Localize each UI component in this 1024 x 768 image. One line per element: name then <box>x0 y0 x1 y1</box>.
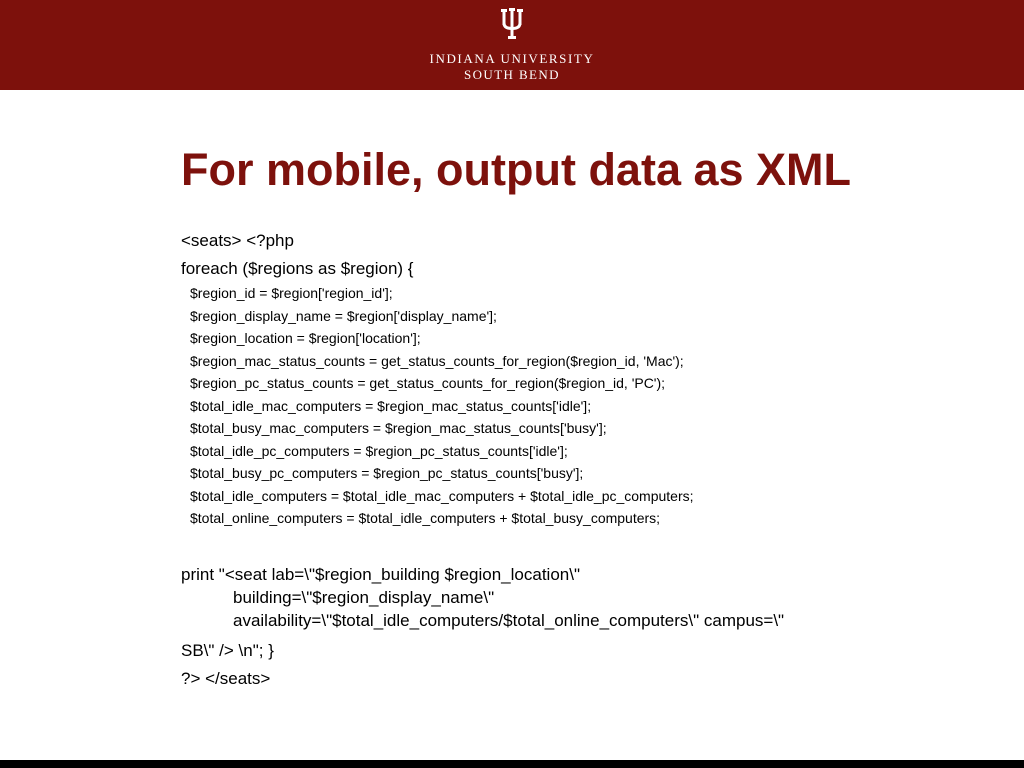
code-line: $region_id = $region['region_id']; <box>190 285 393 301</box>
code-line: $region_location = $region['location']; <box>190 330 421 346</box>
code-line: building=\"$region_display_name\" <box>233 588 495 607</box>
code-line: $region_display_name = $region['display_name']; <box>190 308 497 324</box>
footer-bar <box>0 760 1024 768</box>
code-line: $total_busy_pc_computers = $region_pc_status_counts['busy']; <box>190 465 584 481</box>
campus-name: SOUTH BEND <box>464 67 560 82</box>
code-line: $region_pc_status_counts = get_status_counts_for_region($region_id, 'PC'); <box>190 375 666 391</box>
code-line: $total_online_computers = $total_idle_computers + $total_busy_computers; <box>190 510 661 526</box>
code-line: <seats> <?php <box>181 231 294 250</box>
code-line: $total_idle_computers = $total_idle_mac_computers + $total_idle_pc_computers; <box>190 488 694 504</box>
code-line: $total_idle_mac_computers = $region_mac_status_counts['idle']; <box>190 398 592 414</box>
code-line: $total_idle_pc_computers = $region_pc_status_counts['idle']; <box>190 443 568 459</box>
code-line: foreach ($regions as $region) { <box>181 259 414 278</box>
trident-icon <box>498 8 526 40</box>
code-line: print "<seat lab=\"$region_building $region_location\" <box>181 565 580 584</box>
slide-title: For mobile, output data as XML <box>181 144 852 195</box>
code-line: $region_mac_status_counts = get_status_counts_for_region($region_id, 'Mac'); <box>190 353 684 369</box>
code-line: availability=\"$total_idle_computers/$total_online_computers\" campus=\" <box>233 611 785 630</box>
code-line: SB\" /> \n"; } <box>181 641 274 660</box>
university-name: INDIANA UNIVERSITY <box>429 51 595 66</box>
header-banner <box>0 0 1024 90</box>
code-line: $total_busy_mac_computers = $region_mac_status_counts['busy']; <box>190 420 607 436</box>
code-line: ?> </seats> <box>181 669 271 688</box>
